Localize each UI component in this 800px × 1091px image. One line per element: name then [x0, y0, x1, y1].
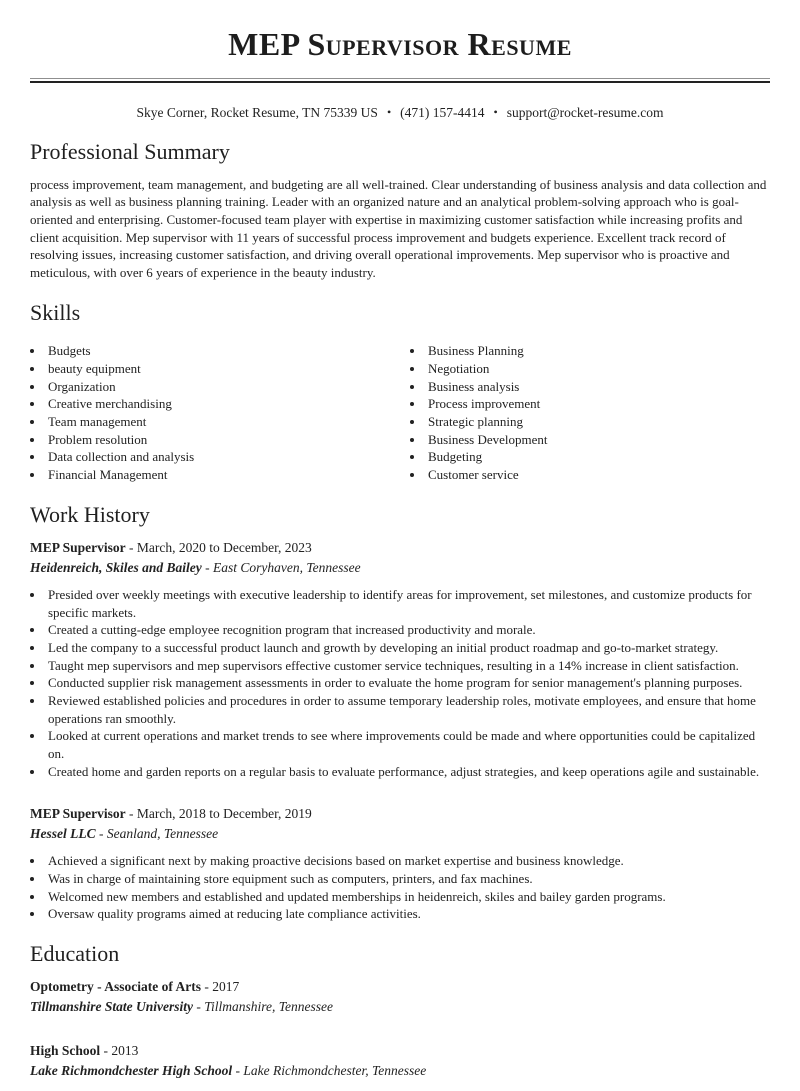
skill-item: • Problem resolution	[45, 431, 390, 449]
section-heading-education: Education	[30, 940, 120, 966]
job-bullet-list	[30, 852, 770, 923]
skills-list-right	[410, 342, 770, 483]
skill-item: • Process improvement	[425, 395, 770, 413]
job-company: Hessel LLC	[30, 826, 96, 842]
contact-phone: (471) 157-4414	[400, 104, 485, 120]
contact-separator-dot: •	[386, 104, 392, 119]
graduation-year: - 2017	[204, 979, 240, 995]
job-title: MEP Supervisor	[30, 806, 126, 822]
job-bullet: • Led the company to a successful product launch and growth by developing an initial product roadmap and go-to-market strategy.	[45, 639, 770, 657]
job-location: - Seanland, Tennessee	[99, 826, 219, 842]
job-bullet: • Achieved a significant next by making proactive decisions based on market expertise and business knowledge.	[45, 852, 770, 870]
section-heading-skills: Skills	[30, 299, 81, 325]
school-location: - Lake Richmondchester, Tennessee	[235, 1063, 427, 1079]
skill-item: • beauty equipment	[45, 360, 390, 378]
job-bullet: • Welcomed new members and established and updated memberships in heidenreich, skiles and bailey garden programs.	[45, 888, 770, 906]
school-line	[30, 997, 770, 1017]
skill-item: • Business Development	[425, 431, 770, 449]
skill-item: • Budgets	[45, 342, 390, 360]
job-entry	[30, 538, 770, 780]
job-dates: - March, 2018 to December, 2019	[129, 806, 312, 822]
job-bullet: • Oversaw quality programs aimed at reducing late compliance activities.	[45, 905, 770, 923]
title-divider	[30, 78, 770, 83]
skill-item: • Budgeting	[425, 448, 770, 466]
contact-address: Skye Corner, Rocket Resume, TN 75339 US	[136, 104, 378, 120]
section-heading-professional-summary: Professional Summary	[30, 139, 230, 165]
job-bullet: • Created home and garden reports on a regular basis to evaluate performance, adjust strategies, and keep operations agile and sustainable.	[45, 763, 770, 781]
job-bullet: • Created a cutting-edge employee recognition program that increased productivity and morale.	[45, 621, 770, 639]
skill-item: • Negotiation	[425, 360, 770, 378]
job-bullet: • Taught mep supervisors and mep supervisors effective customer service techniques, resulting in a 14% increase in client satisfaction.	[45, 657, 770, 675]
job-bullet-list	[30, 586, 770, 780]
school-line	[30, 1061, 770, 1081]
degree: Optometry - Associate of Arts	[30, 979, 201, 995]
graduation-year: - 2013	[103, 1043, 139, 1059]
skill-item: • Organization	[45, 378, 390, 396]
job-title-line	[30, 538, 770, 558]
job-title-line	[30, 804, 770, 824]
job-entry	[30, 804, 770, 923]
skill-item: • Business analysis	[425, 378, 770, 396]
contact-email: support@rocket-resume.com	[506, 104, 664, 120]
school-name: Lake Richmondchester High School	[30, 1063, 233, 1079]
degree: High School	[30, 1043, 101, 1059]
education-entry	[30, 977, 770, 1017]
job-company: Heidenreich, Skiles and Bailey	[30, 559, 202, 575]
education-entry	[30, 1041, 770, 1081]
skill-item: • Strategic planning	[425, 413, 770, 431]
degree-line	[30, 977, 770, 997]
job-bullet: • Looked at current operations and market trends to see where improvements could be made and where opportunities could be capitalized on.	[45, 727, 770, 762]
skills-grid	[30, 334, 770, 483]
skill-item: • Customer service	[425, 466, 770, 484]
skill-item: • Creative merchandising	[45, 395, 390, 413]
school-name: Tillmanshire State University	[30, 999, 194, 1015]
resume-title: MEP Supervisor Resume	[228, 26, 572, 62]
skill-item: • Data collection and analysis	[45, 448, 390, 466]
school-location: - Tillmanshire, Tennessee	[196, 999, 334, 1015]
degree-line	[30, 1041, 770, 1061]
job-company-line	[30, 558, 770, 578]
job-bullet: • Reviewed established policies and procedures in order to assume temporary leadership roles, motivate employees, and ensure that home operations ran smoothly.	[45, 692, 770, 727]
skill-item: • Financial Management	[45, 466, 390, 484]
skill-item: • Business Planning	[425, 342, 770, 360]
skill-item: • Team management	[45, 413, 390, 431]
job-bullet: • Was in charge of maintaining store equipment such as computers, printers, and fax machines.	[45, 870, 770, 888]
job-bullet: • Conducted supplier risk management assessments in order to evaluate the home program for senior management's planning purposes.	[45, 674, 770, 692]
summary-paragraph: process improvement, team management, and budgeting are all well-trained. Clear understanding of business analysis and data collection and analysis as well as business planning training. Leader with an organized nature and an analytical problem-solving approach who is goal-oriented and enterprising. Customer-focused team player with expertise in maximizing customer satisfaction while increasing profits and client acquisition. Mep supervisor with 11 years of successful process improvement and budgets experience. Excellent track record of resolving issues, increasing customer satisfaction, and driving overall operational improvements. Mep supervisor who is proactive and meticulous, with over 6 years of experience in the beauty industry.	[30, 176, 767, 281]
contact-line	[30, 104, 770, 122]
job-dates: - March, 2020 to December, 2023	[129, 539, 312, 555]
skills-list-left	[30, 342, 390, 483]
contact-separator-dot: •	[493, 104, 498, 119]
job-location: - East Coryhaven, Tennessee	[205, 559, 361, 575]
job-company-line	[30, 824, 770, 844]
section-heading-work-history: Work History	[30, 501, 150, 527]
job-title: MEP Supervisor	[30, 539, 126, 555]
job-bullet: • Presided over weekly meetings with executive leadership to identify areas for improvement, set milestones, and customize products for specific markets.	[45, 586, 770, 621]
